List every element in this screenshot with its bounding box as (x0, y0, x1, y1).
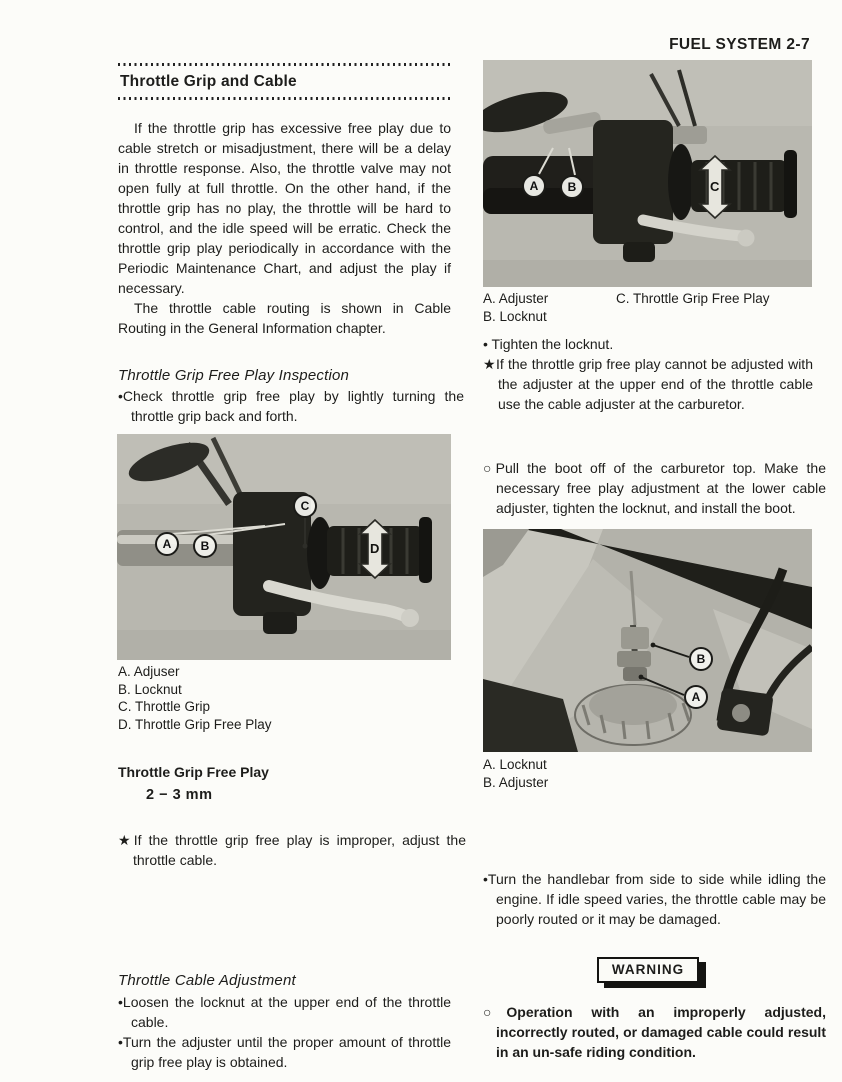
intro-paragraph-2: The throttle cable routing is shown in Cable Routing in the General Information chapter. (118, 300, 451, 336)
callout-b-icon: B (193, 534, 217, 558)
dotted-rule-bottom (118, 97, 451, 100)
circle-bullet-icon: ○ (483, 1004, 507, 1020)
warning-badge: WARNING (597, 957, 699, 983)
bullet-icon: • (118, 1034, 123, 1050)
inspection-heading: Throttle Grip Free Play Inspection (118, 367, 350, 384)
photo-label: A. Adjuster (483, 291, 549, 306)
photo-label-list (483, 756, 548, 791)
photo-label: A. Locknut (483, 757, 547, 772)
section-title: Throttle Grip and Cable (120, 73, 297, 90)
photo-label: B. Locknut (118, 681, 182, 697)
callout-b-icon: B (689, 647, 713, 671)
callout-a-icon: A (155, 532, 179, 556)
bullet-icon: • (483, 871, 488, 887)
photo-carburetor-adjuster (483, 529, 812, 752)
adjustment-bullet: •Turn the adjuster until the proper amount of throttle grip free play is obtained. (118, 1034, 451, 1070)
warning-box-wrap (483, 957, 813, 983)
photo-label: D. Throttle Grip Free Play (118, 716, 272, 732)
adjustment-bullet: •Loosen the locknut at the upper end of the throttle cable. (118, 994, 451, 1030)
callout-a-icon: A (684, 685, 708, 709)
circle-bullet-icon: ○ (483, 460, 496, 476)
callout-a-icon: A (522, 174, 546, 198)
spec-title: Throttle Grip Free Play (118, 764, 269, 780)
callout-c-arrow-icon: C (710, 179, 720, 194)
callout-d-arrow-icon: D (370, 541, 380, 556)
note-boot: ○Pull the boot off of the carburetor top. Make the necessary free play adjustment at the lower cable adjuster, tighten the locknut, and install the boot. (483, 460, 826, 516)
star-icon: ★ (483, 356, 496, 372)
note-handlebar: •Turn the handlebar from side to side while idling the engine. If idle speed varies, the throttle cable may be poorly routed or it may be damaged. (483, 871, 826, 927)
callout-c-icon: C (293, 494, 317, 518)
bullet-icon: • (118, 994, 123, 1010)
photo-label: C. Throttle Grip (118, 699, 211, 714)
page-header: FUEL SYSTEM 2-7 (669, 36, 810, 53)
inspection-bullet: •Check throttle grip free play by lightly turning the throttle grip back and forth. (118, 388, 464, 424)
photo-label-list (118, 663, 272, 733)
intro-paragraphs (118, 118, 451, 338)
photo-throttle-grip-adjuster (483, 60, 812, 287)
callout-b-icon: B (560, 175, 584, 199)
adjustment-bullets (118, 992, 451, 1072)
adjustment-heading: Throttle Cable Adjustment (118, 972, 296, 989)
spec-value: 2 − 3 mm (146, 787, 213, 803)
dotted-rule-top (118, 63, 451, 66)
note-tighten: • Tighten the locknut. (483, 336, 614, 352)
photo-label: B. Locknut (483, 308, 547, 324)
star-note: ★If the throttle grip free play is improper, adjust the throttle cable. (118, 832, 466, 868)
photo-label-list (483, 290, 813, 325)
photo-throttle-grip-freeplay (117, 434, 451, 660)
photo-label: C. Throttle Grip Free Play (616, 291, 770, 306)
bullet-icon: • (483, 336, 488, 352)
bullet-icon: • (118, 388, 123, 404)
intro-paragraph-1: If the throttle grip has excessive free play due to cable stretch or misadjustment, there will be a delay in throttle response. Also, the throttle valve may not open fully at full throttle. On the other hand, if the throttle grip has no play, the throttle will be hard to control, and the idle speed will be erratic. Check the throttle grip play periodically in accordance with the Periodic Maintenance Chart, and adjust the play if necessary. (118, 120, 451, 296)
note-star: ★If the throttle grip free play cannot be adjusted with the adjuster at the upper end of the throttle cable use the cable adjuster at the carburetor. (483, 356, 813, 412)
star-icon: ★ (118, 832, 134, 848)
photo-label: A. Adjuser (118, 664, 180, 679)
photo-label: B. Adjuster (483, 774, 549, 790)
adjuster-notes (483, 334, 813, 414)
warning-note: ○Operation with an improperly adjusted, incorrectly routed, or damaged cable could result in an un-safe riding condition. (483, 1004, 826, 1060)
photo-illustration (483, 529, 812, 752)
